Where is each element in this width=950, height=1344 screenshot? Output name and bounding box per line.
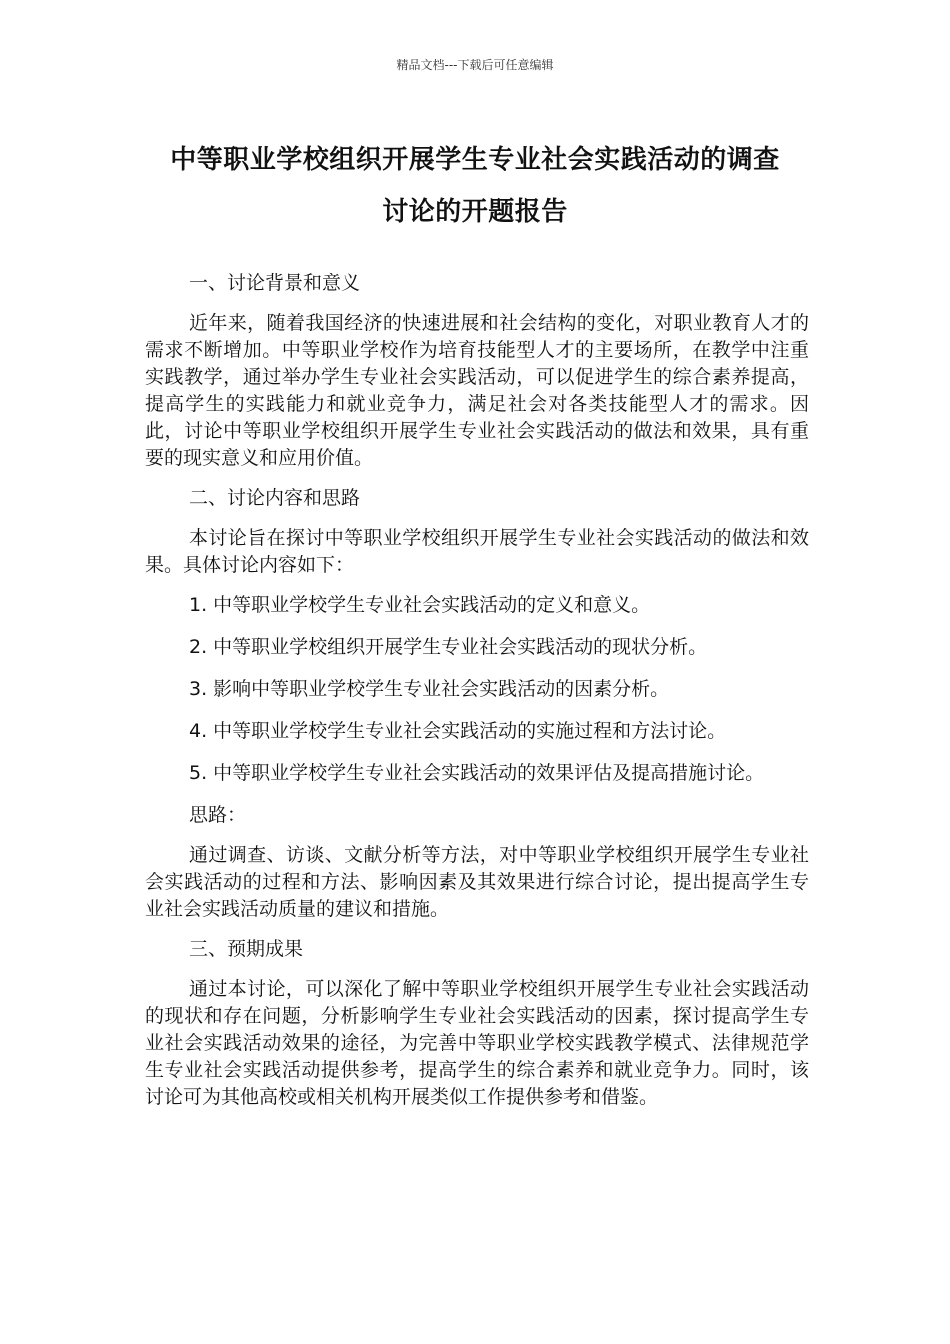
approach-paragraph: 通过调查、访谈、文献分析等方法，对中等职业学校组织开展学生专业社会实践活动的过程和方法、影响因素及其效果进行综合讨论，提出提高学生专业社会实践活动质量的建议和措施。: [145, 844, 809, 920]
title-line-2: 讨论的开题报告: [382, 197, 568, 227]
title-line-1: 中等职业学校组织开展学生专业社会实践活动的调查: [170, 145, 780, 175]
background-paragraph: 近年来，随着我国经济的快速进展和社会结构的变化，对职业教育人才的需求不断增加。中等职业学校作为培育技能型人才的主要场所，在教学中注重实践教学，通过举办学生专业社会实践活动，可以促进学生的综合素养提高，提高学生的实践能力和就业竞争力，满足社会对各类技能型人才的需求。因此，讨论中等职业学校组织开展学生专业社会实践活动的做法和效果，具有重要的现实意义和应用价值。: [145, 312, 809, 469]
outcomes-paragraph: 通过本讨论，可以深化了解中等职业学校组织开展学生专业社会实践活动的现状和存在问题，分析影响学生专业社会实践活动的因素，探讨提高学生专业社会实践活动效果的途径，为完善中等职业学校实践教学模式、法律规范学生专业社会实践活动提供参考，提高学生的综合素养和就业竞争力。同时，该讨论可为其他高校或相关机构开展类似工作提供参考和借鉴。: [145, 978, 809, 1108]
content-list: [145, 592, 809, 787]
list-item: 1. 中等职业学校学生专业社会实践活动的定义和意义。: [189, 594, 651, 616]
header-note: 精品文档---下载后可任意编辑: [396, 58, 554, 72]
section-heading-background: 一、讨论背景和意义: [189, 272, 361, 294]
list-item: 2. 中等职业学校组织开展学生专业社会实践活动的现状分析。: [189, 636, 708, 658]
approach-label: 思路：: [189, 804, 247, 826]
content-intro-paragraph: 本讨论旨在探讨中等职业学校组织开展学生专业社会实践活动的做法和效果。具体讨论内容如下：: [145, 527, 809, 576]
list-item: 3. 影响中等职业学校学生专业社会实践活动的因素分析。: [189, 678, 670, 700]
document-body: [145, 270, 809, 1124]
section-heading-outcomes: 三、预期成果: [189, 938, 304, 960]
list-item: 4. 中等职业学校学生专业社会实践活动的实施过程和方法讨论。: [189, 720, 727, 742]
section-heading-content: 二、讨论内容和思路: [189, 487, 361, 509]
list-item: 5. 中等职业学校学生专业社会实践活动的效果评估及提高措施讨论。: [189, 762, 765, 784]
document-title: [120, 134, 830, 238]
